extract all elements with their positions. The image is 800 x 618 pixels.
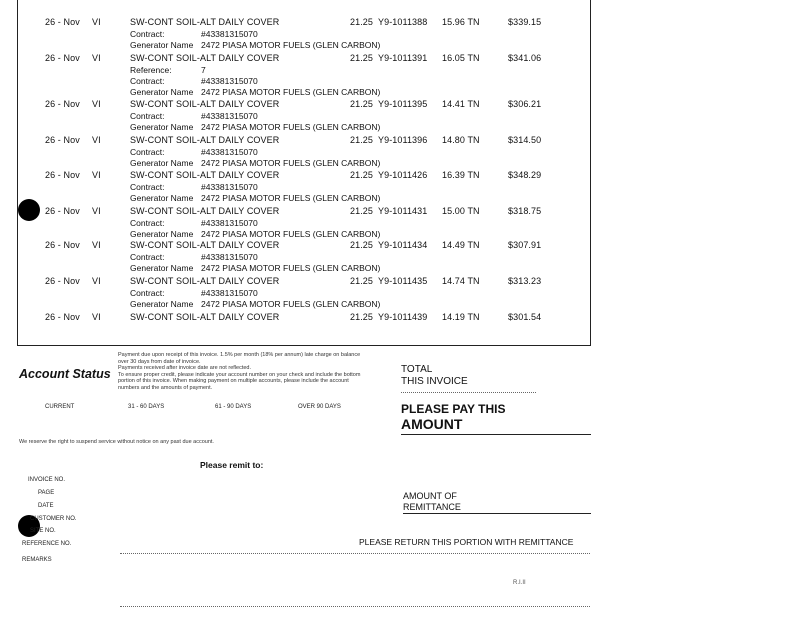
item-detail-label: Generator Name [130, 40, 194, 50]
item-amount: $307.91 [508, 240, 542, 250]
item-code: VI [92, 99, 101, 109]
item-detail-label: Contract: [130, 218, 165, 228]
item-code: VI [92, 276, 101, 286]
item-detail-label: Contract: [130, 76, 165, 86]
item-detail-value: #43381315070 [201, 76, 258, 86]
account-status-title: Account Status [19, 367, 111, 381]
remit-field-label: INVOICE NO. [28, 477, 66, 483]
item-detail-label: Contract: [130, 288, 165, 298]
item-detail-value: 7 [201, 65, 206, 75]
aging-current: CURRENT [45, 404, 75, 410]
remit-field-label: SITE NO. [30, 528, 56, 534]
item-ticket: Y9-1011434 [378, 240, 428, 250]
payment-notice-line: Payment due upon receipt of this invoice. 1.5% per month (18% per annum) late charge on balance [118, 352, 361, 358]
item-detail-label: Contract: [130, 111, 165, 121]
item-description: SW-CONT SOIL-ALT DAILY COVER [130, 135, 280, 145]
total-label: TOTAL [401, 364, 433, 375]
item-description: SW-CONT SOIL-ALT DAILY COVER [130, 53, 280, 63]
pay-amount-label-2: AMOUNT [401, 416, 463, 432]
item-quantity: 15.00 TN [442, 206, 480, 216]
item-rate: 21.25 [350, 206, 374, 216]
payment-notice [118, 352, 360, 391]
item-quantity: 14.80 TN [442, 135, 480, 145]
item-date: 26 - Nov [45, 312, 80, 322]
payment-notice-line: numbers and the amounts of payment. [118, 384, 213, 391]
remit-field-label: REFERENCE NO. [22, 541, 72, 547]
item-detail-label: Generator Name [130, 158, 194, 168]
suspend-notice: We reserve the right to suspend service without notice on any past due account. [19, 439, 214, 445]
item-description: SW-CONT SOIL-ALT DAILY COVER [130, 312, 280, 322]
item-detail-value: 2472 PIASA MOTOR FUELS (GLEN CARBON) [201, 122, 381, 132]
item-ticket: Y9-1011391 [378, 53, 428, 63]
item-date: 26 - Nov [45, 170, 80, 180]
item-detail-value: 2472 PIASA MOTOR FUELS (GLEN CARBON) [201, 40, 381, 50]
item-detail-label: Generator Name [130, 87, 194, 97]
item-detail-value: #43381315070 [201, 147, 258, 157]
item-date: 26 - Nov [45, 135, 80, 145]
item-code: VI [92, 135, 101, 145]
item-detail-label: Contract: [130, 252, 165, 262]
remit-field-label: DATE [38, 503, 54, 509]
item-detail-value: #43381315070 [201, 111, 258, 121]
item-detail-value: #43381315070 [201, 29, 258, 39]
item-detail-value: 2472 PIASA MOTOR FUELS (GLEN CARBON) [201, 229, 381, 239]
item-quantity: 14.41 TN [442, 99, 480, 109]
item-quantity: 14.19 TN [442, 312, 480, 322]
corner-mark: R.I.II [513, 580, 526, 586]
remittance-amount-label-2: REMITTANCE [403, 502, 461, 512]
item-amount: $301.54 [508, 312, 542, 322]
total-line [401, 392, 536, 393]
item-amount: $318.75 [508, 206, 542, 216]
payment-notice-line: To ensure proper credit, please indicate your account number on your check and include the bottom [118, 371, 361, 378]
item-detail-label: Contract: [130, 29, 165, 39]
item-detail-value: 2472 PIASA MOTOR FUELS (GLEN CARBON) [201, 87, 381, 97]
aging-31-60: 31 - 60 DAYS [128, 404, 165, 410]
item-ticket: Y9-1011426 [378, 170, 428, 180]
item-detail-label: Contract: [130, 147, 165, 157]
item-code: VI [92, 312, 101, 322]
item-detail-label: Generator Name [130, 193, 194, 203]
item-amount: $348.29 [508, 170, 542, 180]
table-bottom-border [17, 345, 591, 346]
item-rate: 21.25 [350, 312, 374, 322]
remittance-amount-label: AMOUNT OF [403, 491, 457, 501]
item-ticket: Y9-1011395 [378, 99, 428, 109]
item-rate: 21.25 [350, 276, 374, 286]
item-detail-label: Reference: [130, 65, 172, 75]
item-code: VI [92, 240, 101, 250]
remit-field-label: REMARKS [22, 557, 52, 563]
total-invoice-label: THIS INVOICE [401, 376, 468, 387]
item-quantity: 16.39 TN [442, 170, 480, 180]
item-quantity: 14.74 TN [442, 276, 480, 286]
item-amount: $341.06 [508, 53, 542, 63]
item-date: 26 - Nov [45, 99, 80, 109]
item-detail-value: #43381315070 [201, 288, 258, 298]
item-description: SW-CONT SOIL-ALT DAILY COVER [130, 99, 280, 109]
item-rate: 21.25 [350, 53, 374, 63]
item-code: VI [92, 17, 101, 27]
item-date: 26 - Nov [45, 206, 80, 216]
table-left-border [17, 0, 18, 345]
item-code: VI [92, 53, 101, 63]
item-detail-value: 2472 PIASA MOTOR FUELS (GLEN CARBON) [201, 299, 381, 309]
item-detail-value: 2472 PIASA MOTOR FUELS (GLEN CARBON) [201, 158, 381, 168]
item-description: SW-CONT SOIL-ALT DAILY COVER [130, 206, 280, 216]
item-detail-value: 2472 PIASA MOTOR FUELS (GLEN CARBON) [201, 193, 381, 203]
table-right-border [590, 0, 591, 345]
item-date: 26 - Nov [45, 240, 80, 250]
payment-notice-line: Payments received after invoice date are not reflected. [118, 365, 251, 371]
item-detail-label: Contract: [130, 182, 165, 192]
item-rate: 21.25 [350, 240, 374, 250]
item-ticket: Y9-1011431 [378, 206, 428, 216]
pay-amount-underline [401, 434, 591, 435]
item-rate: 21.25 [350, 17, 374, 27]
item-amount: $313.23 [508, 276, 542, 286]
remit-to-label: Please remit to: [200, 460, 264, 470]
item-date: 26 - Nov [45, 53, 80, 63]
item-description: SW-CONT SOIL-ALT DAILY COVER [130, 240, 280, 250]
item-amount: $339.15 [508, 17, 542, 27]
item-amount: $314.50 [508, 135, 542, 145]
item-detail-label: Generator Name [130, 299, 194, 309]
punch-hole-top [18, 199, 40, 221]
item-quantity: 14.49 TN [442, 240, 480, 250]
item-date: 26 - Nov [45, 276, 80, 286]
item-date: 26 - Nov [45, 17, 80, 27]
item-description: SW-CONT SOIL-ALT DAILY COVER [130, 170, 280, 180]
pay-amount-label: PLEASE PAY THIS [401, 402, 506, 416]
item-code: VI [92, 170, 101, 180]
remittance-underline [403, 513, 591, 514]
remit-field-label: CUSTOMER NO. [30, 516, 77, 522]
item-detail-value: #43381315070 [201, 182, 258, 192]
aging-61-90: 61 - 90 DAYS [215, 404, 252, 410]
item-amount: $306.21 [508, 99, 542, 109]
item-ticket: Y9-1011435 [378, 276, 428, 286]
item-ticket: Y9-1011439 [378, 312, 428, 322]
item-quantity: 15.96 TN [442, 17, 480, 27]
item-rate: 21.25 [350, 135, 374, 145]
item-quantity: 16.05 TN [442, 53, 480, 63]
item-description: SW-CONT SOIL-ALT DAILY COVER [130, 276, 280, 286]
item-rate: 21.25 [350, 99, 374, 109]
aging-over-90: OVER 90 DAYS [298, 404, 341, 410]
item-detail-value: #43381315070 [201, 218, 258, 228]
bottom-cut-line [120, 606, 590, 607]
item-detail-label: Generator Name [130, 229, 194, 239]
payment-notice-line: over 30 days from date of invoice. [118, 358, 201, 365]
return-notice: PLEASE RETURN THIS PORTION WITH REMITTANCE [359, 537, 574, 547]
item-detail-label: Generator Name [130, 263, 194, 273]
item-rate: 21.25 [350, 170, 374, 180]
item-detail-value: #43381315070 [201, 252, 258, 262]
item-ticket: Y9-1011396 [378, 135, 428, 145]
item-detail-label: Generator Name [130, 122, 194, 132]
item-code: VI [92, 206, 101, 216]
cut-line [120, 553, 590, 554]
item-description: SW-CONT SOIL-ALT DAILY COVER [130, 17, 280, 27]
item-detail-value: 2472 PIASA MOTOR FUELS (GLEN CARBON) [201, 263, 381, 273]
payment-notice-line: portion of this invoice. When making payment on multiple accounts, please include the account [118, 378, 349, 384]
item-ticket: Y9-1011388 [378, 17, 428, 27]
remit-field-label: PAGE [38, 490, 55, 496]
